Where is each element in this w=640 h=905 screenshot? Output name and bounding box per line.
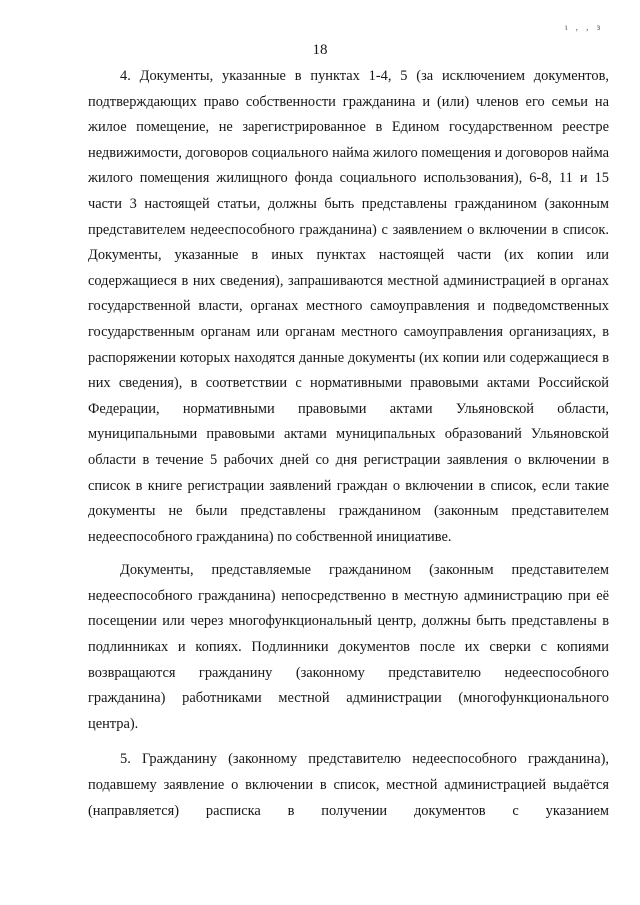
- document-body: [88, 64, 609, 824]
- paragraph-item-5: 5. Гражданину (законному представителю недееспособного гражданина), подавшему заявление о включении в список, местной администрацией выдаётся (направляется) расписка в получении документов с указанием: [88, 751, 609, 819]
- corner-scan-mark: ι , , з: [565, 22, 604, 32]
- page-number: 18: [312, 42, 328, 58]
- paragraph-documents-submission: Документы, представляемые гражданином (законным представителем недееспособного гражданина) непосредственно в местную администрацию при её посещении или через многофункциональный центр, должны быть представлены в подлинниках и копиях. Подлинники документов после их сверки с копиями возвращаются гражданину (законному представителю недееспособного гражданина) работниками местной администрации (многофункционального центра).: [88, 562, 609, 732]
- paragraph-item-4: 4. Документы, указанные в пунктах 1-4, 5 (за исключением документов, подтверждающих право собственности гражданина и (или) членов его семьи на жилое помещение, не зарегистрированное в Едином государственном реестре недвижимости, договоров социального найма жилого помещения и договоров найма жилого помещения жилищного фонда социального использования), 6-8, 11 и 15 части 3 настоящей статьи, должны быть представлены гражданином (законным представителем недееспособного гражданина) с заявлением о включении в список. Документы, указанные в иных пунктах настоящей части (их копии или содержащиеся в них сведения), запрашиваются местной администрацией в органах государственной власти, органах местного самоуправления и подведомственных государственным органам или органам местного самоуправления организациях, в распоряжении которых находятся данные документы (их копии или содержащиеся в них сведения), в соответствии с нормативными правовыми актами Российской Федерации, нормативными правовыми актами Ульяновской области, муниципальными правовыми актами муниципальных образований Ульяновской области в течение 5 рабочих дней со дня регистрации заявления о включении в список в книге регистрации заявлений граждан о включении в список, если такие документы не были представлены гражданином (законным представителем недееспособного гражданина) по собственной инициативе.: [88, 68, 609, 545]
